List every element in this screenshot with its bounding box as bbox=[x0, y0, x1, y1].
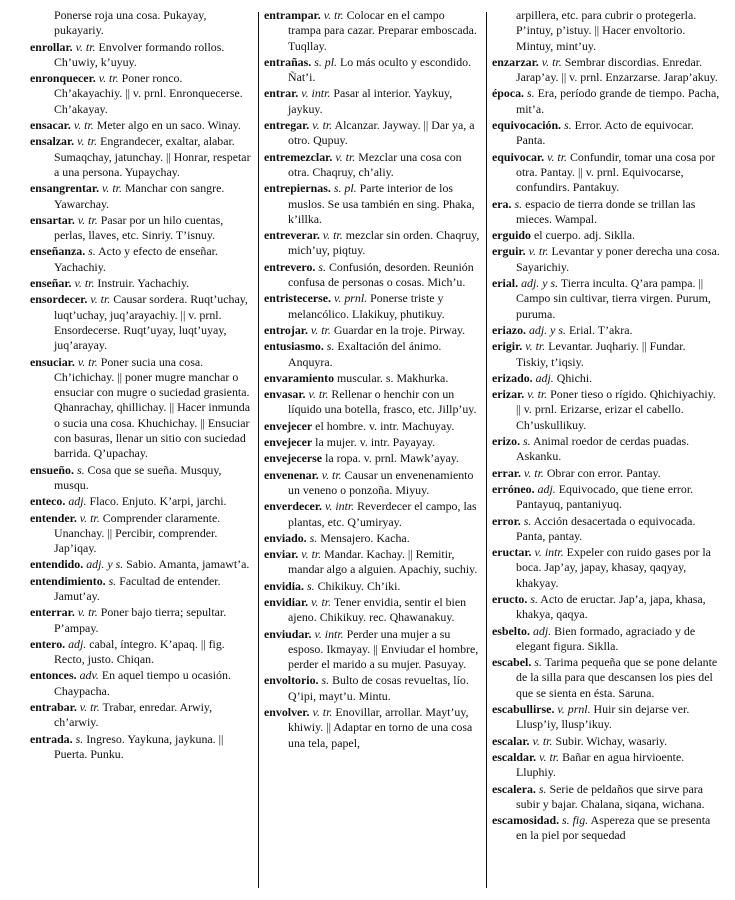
entry-grammar-label: v. tr. bbox=[539, 749, 560, 764]
entry-grammar-label: v. tr. bbox=[312, 118, 333, 133]
entry-headword: envejecerse bbox=[264, 451, 323, 466]
entry-definition: Levantar y poner derecha una cosa. Sayarichiy. bbox=[516, 244, 720, 274]
entry-grammar-label: s. bbox=[326, 339, 335, 354]
entry-definition: Equivocado, que tiene error. Pantayuq, pantaniyuq. bbox=[516, 481, 694, 512]
entry-headword: entrabar. bbox=[30, 700, 77, 715]
entry-grammar-label: s. fig. bbox=[562, 813, 589, 828]
entry-grammar-label: v. tr. bbox=[79, 510, 100, 525]
entry-headword: ensalzar. bbox=[30, 134, 75, 149]
dictionary-entry bbox=[264, 86, 480, 117]
dictionary-entry bbox=[30, 574, 252, 605]
entry-definition: espacio de tierra donde se trillan las mieces. Wampal. bbox=[516, 196, 696, 226]
entry-definition: el hombre. v. intr. Machuyay. bbox=[315, 418, 455, 433]
dictionary-entry bbox=[264, 673, 480, 704]
entry-grammar-label: v. tr. bbox=[98, 71, 119, 86]
entry-definition: Enovillar, arrollar. Mayt’uy, khiwiy. || Adaptar en torno de una cosa una tela, papel, bbox=[288, 705, 473, 750]
entry-headword: entreverar. bbox=[264, 228, 320, 243]
dictionary-entry bbox=[30, 668, 252, 699]
dictionary-column-1 bbox=[30, 8, 252, 763]
entry-headword: enrollar. bbox=[30, 39, 73, 54]
dictionary-entry bbox=[264, 451, 480, 466]
entry-definition: Facultad de entender. Jamut’ay. bbox=[54, 573, 221, 603]
entry-grammar-label: v. tr. bbox=[77, 354, 98, 369]
entry-definition: cabal, íntegro. K’apaq. || fig. Recto, justo. Chiqan. bbox=[54, 636, 225, 667]
entry-headword: enverdecer. bbox=[264, 499, 322, 514]
entry-definition: Envolver formando rollos. Ch’uwiy, k’uyuy. bbox=[54, 39, 225, 69]
entry-headword: envidia. bbox=[264, 578, 304, 593]
dictionary-entry bbox=[30, 494, 252, 509]
dictionary-entry bbox=[492, 197, 720, 228]
entry-headword: erizo. bbox=[492, 434, 521, 449]
dictionary-entry bbox=[492, 244, 720, 275]
entry-headword: envidiar. bbox=[264, 594, 309, 609]
dictionary-entry bbox=[30, 292, 252, 353]
entry-continuation bbox=[30, 8, 252, 39]
entry-grammar-label: adj. bbox=[68, 494, 87, 509]
dictionary-entry bbox=[492, 323, 720, 338]
entry-headword: envoltorio. bbox=[264, 673, 319, 688]
dictionary-entry bbox=[264, 291, 480, 322]
entry-definition: Pasar al interior. Yaykuy, jaykuy. bbox=[288, 86, 453, 116]
entry-grammar-label: v. tr. bbox=[323, 8, 344, 22]
dictionary-entry bbox=[264, 579, 480, 594]
entry-grammar-label: adj. bbox=[537, 481, 556, 496]
dictionary-entry bbox=[492, 55, 720, 86]
dictionary-entry bbox=[492, 702, 720, 733]
column-divider bbox=[486, 12, 487, 888]
dictionary-entry bbox=[264, 260, 480, 291]
dictionary-entry bbox=[492, 387, 720, 433]
entry-definition: Chikikuy. Ch’iki. bbox=[317, 578, 401, 593]
entry-grammar-label: adj. bbox=[535, 370, 554, 385]
dictionary-entry bbox=[264, 468, 480, 499]
entry-definition: Qhichi. bbox=[556, 370, 593, 385]
dictionary-entry bbox=[492, 545, 720, 591]
entry-definition: Causar un envenenamiento un veneno o ponzoña. Miyuy. bbox=[288, 467, 474, 497]
entry-definition: Confundir, tomar una cosa por otra. Pantay. || v. prnl. Equivocarse, confundirs. Pantakuy. bbox=[516, 149, 716, 195]
entry-headword: envaramiento bbox=[264, 370, 335, 385]
entry-grammar-label: s. bbox=[534, 655, 542, 670]
entry-definition: Poner ronco. Ch’akayachiy. || v. prnl. Enronquecerse. Ch’akayay. bbox=[54, 71, 243, 116]
entry-headword: escabullirse. bbox=[492, 702, 555, 717]
entry-definition: mezclar sin orden. Chaqruy, mich’uy, piqtuy. bbox=[288, 228, 480, 258]
column-divider bbox=[258, 12, 259, 888]
entry-headword: envenenar. bbox=[264, 467, 319, 482]
entry-grammar-label: v. intr. bbox=[534, 545, 564, 560]
entry-headword: erizar. bbox=[492, 387, 525, 402]
entry-grammar-label: s. bbox=[318, 259, 326, 274]
entry-grammar-label: v. intr. bbox=[301, 86, 331, 101]
entry-headword: envejecer bbox=[264, 418, 313, 433]
dictionary-entry bbox=[492, 655, 720, 701]
entry-headword: escabel. bbox=[492, 655, 532, 670]
entry-grammar-label: v. tr. bbox=[75, 39, 96, 54]
entry-headword: enviado. bbox=[264, 530, 307, 545]
dictionary-entry bbox=[30, 511, 252, 557]
dictionary-entry bbox=[264, 228, 480, 259]
entry-headword: eructo. bbox=[492, 591, 528, 606]
entry-headword: entero. bbox=[30, 636, 66, 651]
dictionary-entry bbox=[264, 181, 480, 227]
dictionary-entry bbox=[492, 434, 720, 465]
entry-grammar-label: adv. bbox=[79, 668, 99, 683]
entry-headword: enzarzar. bbox=[492, 54, 539, 69]
entry-headword: entonces. bbox=[30, 668, 77, 683]
entry-grammar-label: v. tr. bbox=[79, 700, 100, 715]
entry-headword: entrada. bbox=[30, 731, 73, 746]
entry-definition: Ponerse roja una cosa. Pukayay, pukayariy. bbox=[54, 8, 207, 38]
entry-grammar-label: v. intr. bbox=[324, 499, 355, 514]
entry-definition: Animal roedor de cerdas puadas. Askanku. bbox=[516, 434, 690, 464]
entry-definition: Engrandecer, exaltar, alabar. Sumaqchay, jatunchay. || Honrar, respetar a una persona. Yupaychay. bbox=[54, 134, 251, 179]
entry-definition: Instruir. Yachachiy. bbox=[97, 276, 190, 291]
entry-definition: Perder una mujer a su esposo. Ikmayay. || Enviudar el hombre, perder el marido a su mujer. Pasuyay. bbox=[288, 626, 479, 672]
dictionary-entry bbox=[492, 118, 720, 149]
dictionary-entry bbox=[492, 624, 720, 655]
entry-definition: Bulto de cosas revueltas, lío. Q’ipi, mayt’u. Mintu. bbox=[288, 673, 469, 703]
entry-grammar-label: v. prnl. bbox=[557, 702, 591, 717]
entry-headword: envasar. bbox=[264, 387, 306, 402]
entry-grammar-label: v. tr. bbox=[77, 134, 98, 149]
entry-headword: entremezclar. bbox=[264, 149, 333, 164]
dictionary-entry bbox=[264, 387, 480, 418]
dictionary-entry bbox=[492, 371, 720, 386]
entry-definition: Mensajero. Kacha. bbox=[320, 530, 410, 545]
entry-grammar-label: s. pl. bbox=[333, 181, 357, 196]
entry-headword: escamosidad. bbox=[492, 813, 560, 828]
entry-definition: Acto y efecto de enseñar. Yachachiy. bbox=[54, 244, 218, 274]
dictionary-column-3 bbox=[492, 8, 720, 845]
entry-grammar-label: v. tr. bbox=[310, 322, 331, 337]
dictionary-entry bbox=[264, 371, 480, 386]
entry-definition: la mujer. v. intr. Payayay. bbox=[315, 435, 436, 450]
entry-headword: envolver. bbox=[264, 705, 310, 720]
entry-definition: Mandar. Kachay. || Remitir, mandar algo a alguien. Apachiy, suchiy. bbox=[288, 547, 478, 577]
entry-grammar-label: v. tr. bbox=[312, 705, 333, 720]
entry-definition: Tarima pequeña que se pone delante de la silla para que descansen los pies del que se sienta en ésta. Saruna. bbox=[516, 655, 718, 700]
entry-headword: entender. bbox=[30, 510, 77, 525]
entry-headword: entregar. bbox=[264, 118, 310, 133]
entry-grammar-label: s. bbox=[108, 573, 117, 588]
entry-headword: eructar. bbox=[492, 545, 532, 560]
entry-definition: Poner bajo tierra; sepultar. P’ampay. bbox=[54, 605, 227, 635]
entry-grammar-label: s. bbox=[514, 196, 523, 211]
entry-headword: entrañas. bbox=[264, 54, 312, 69]
dictionary-entry bbox=[264, 323, 480, 338]
entry-grammar-label: adj. y s. bbox=[86, 557, 124, 572]
entry-grammar-label: v. tr. bbox=[335, 149, 356, 164]
dictionary-entry bbox=[264, 8, 480, 54]
entry-definition: Bien formado, agraciado y de elegant figura. Siklla. bbox=[516, 623, 696, 653]
entry-grammar-label: s. bbox=[538, 781, 547, 796]
dictionary-entry bbox=[30, 71, 252, 117]
dictionary-entry bbox=[264, 499, 480, 530]
entry-headword: enteco. bbox=[30, 494, 66, 509]
dictionary-entry bbox=[30, 40, 252, 71]
entry-headword: esbelto. bbox=[492, 623, 530, 638]
dictionary-entry bbox=[492, 813, 720, 844]
dictionary-entry bbox=[264, 55, 480, 86]
dictionary-entry bbox=[492, 150, 720, 196]
entry-headword: ensueño. bbox=[30, 462, 74, 477]
entry-definition: Alcanzar. Jayway. || Dar ya, a otro. Qupuy. bbox=[288, 118, 475, 148]
entry-headword: enterrar. bbox=[30, 605, 75, 620]
entry-definition: Exaltación del ánimo. Anquyra. bbox=[288, 339, 442, 369]
entry-grammar-label: adj. bbox=[68, 636, 87, 651]
entry-definition: Parte interior de los muslos. Se usa también en sing. Phaka, k’illka. bbox=[288, 181, 475, 226]
entry-headword: enseñanza. bbox=[30, 244, 86, 259]
dictionary-entry bbox=[264, 595, 480, 626]
entry-grammar-label: v. tr. bbox=[90, 292, 111, 307]
entry-headword: enviar. bbox=[264, 547, 299, 562]
dictionary-entry bbox=[492, 339, 720, 370]
entry-definition: Erial. T’akra. bbox=[568, 322, 633, 337]
entry-headword: entendimiento. bbox=[30, 573, 106, 588]
entry-grammar-label: v. tr. bbox=[322, 228, 343, 243]
dictionary-entry bbox=[264, 547, 480, 578]
entry-grammar-label: v. prnl. bbox=[334, 291, 368, 306]
entry-definition: Rellenar o henchir con un líquido una botella, frasco, etc. Jillp’uy. bbox=[288, 387, 477, 417]
entry-headword: era. bbox=[492, 196, 512, 211]
dictionary-entry bbox=[264, 339, 480, 370]
entry-definition: Obrar con error. Pantay. bbox=[546, 465, 661, 480]
dictionary-entry bbox=[264, 118, 480, 149]
entry-grammar-label: v. tr. bbox=[527, 387, 548, 402]
entry-definition: Trabar, enredar. Arwiy, ch’arwiy. bbox=[54, 700, 213, 730]
entry-definition: Serie de peldaños que sirve para subir y bajar. Chalana, siqana, wichana. bbox=[516, 781, 705, 811]
dictionary-entry bbox=[492, 228, 720, 243]
entry-definition: Levantar. Juqhariy. || Fundar. Tiskiy, t’iqsiy. bbox=[516, 339, 686, 369]
entry-headword: errar. bbox=[492, 465, 521, 480]
entry-headword: entrepiernas. bbox=[264, 181, 331, 196]
entry-definition: Colocar en el campo trampa para cazar. Preparar emboscada. Tuqllay. bbox=[288, 8, 477, 53]
entry-headword: equivocación. bbox=[492, 118, 562, 133]
dictionary-entry bbox=[492, 466, 720, 481]
entry-definition: Comprender claramente. Unanchay. || Percibir, comprender. Jap’iqay. bbox=[54, 510, 221, 556]
entry-grammar-label: v. tr. bbox=[311, 594, 332, 609]
entry-definition: Bañar en agua hirvioente. Lluphiy. bbox=[516, 749, 685, 780]
entry-definition: Pasar por un hilo cuentas, perlas, llaves, etc. Sinriy. T’isnuy. bbox=[54, 212, 224, 243]
entry-definition: Sembrar discordias. Enredar. Jarap’ay. || v. prnl. Enzarzarse. Jarap’akuy. bbox=[516, 54, 718, 85]
entry-definition: Tierra inculta. Q’ara pampa. || Campo sin cultivar, tierra virgen. Purum, puruma. bbox=[516, 276, 711, 321]
entry-definition: la ropa. v. prnl. Mawk’ayay. bbox=[325, 451, 459, 466]
entry-headword: ensacar. bbox=[30, 118, 71, 133]
dictionary-entry bbox=[30, 134, 252, 180]
dictionary-entry bbox=[492, 482, 720, 513]
dictionary-entry bbox=[30, 605, 252, 636]
entry-headword: escaldar. bbox=[492, 749, 537, 764]
dictionary-entry bbox=[30, 276, 252, 291]
entry-grammar-label: v. tr. bbox=[308, 387, 329, 402]
dictionary-entry bbox=[30, 213, 252, 244]
entry-definition: arpillera, etc. para cubrir o protegerla. P’intuy, p’istuy. || Hacer envoltorio. Mintuy, mint’uy. bbox=[516, 8, 697, 53]
entry-definition: Acción desacertada o equivocada. Panta, pantay. bbox=[516, 513, 696, 543]
entry-headword: escalar. bbox=[492, 733, 530, 748]
dictionary-entry bbox=[492, 750, 720, 781]
entry-headword: ensuciar. bbox=[30, 354, 75, 369]
entry-headword: erigir. bbox=[492, 339, 523, 354]
dictionary-entry bbox=[264, 150, 480, 181]
dictionary-entry bbox=[264, 419, 480, 434]
entry-definition: Mezclar una cosa con otra. Chaqruy, ch’aliy. bbox=[288, 149, 462, 179]
dictionary-entry bbox=[264, 531, 480, 546]
dictionary-entry bbox=[492, 86, 720, 117]
entry-definition: Aspereza que se presenta en la piel por sequedad bbox=[516, 813, 711, 843]
entry-headword: entristecerse. bbox=[264, 291, 332, 306]
entry-grammar-label: s. bbox=[309, 530, 318, 545]
entry-headword: erial. bbox=[492, 276, 519, 291]
dictionary-entry bbox=[30, 355, 252, 462]
dictionary-entry bbox=[30, 732, 252, 763]
entry-definition: Poner tieso o rígido. Qhichiyachiy. || v. prnl. Erizarse, erizar el cabello. Ch’uskullikuy. bbox=[516, 387, 716, 432]
dictionary-entry bbox=[492, 276, 720, 322]
entry-grammar-label: s. bbox=[75, 731, 84, 746]
entry-headword: enseñar. bbox=[30, 276, 72, 291]
entry-definition: Flaco. Enjuto. K’arpi, jarchi. bbox=[89, 494, 227, 509]
entry-headword: entrojar. bbox=[264, 322, 308, 337]
entry-headword: erróneo. bbox=[492, 481, 535, 496]
entry-grammar-label: s. bbox=[564, 118, 572, 133]
dictionary-entry bbox=[30, 557, 252, 572]
entry-headword: ensartar. bbox=[30, 212, 75, 227]
entry-grammar-label: v. tr. bbox=[102, 181, 122, 196]
entry-definition: Sabio. Amanta, jamawt’a. bbox=[126, 557, 250, 572]
entry-definition: Era, período grande de tiempo. Pacha, mit’a. bbox=[516, 86, 720, 116]
entry-grammar-label: v. tr. bbox=[77, 605, 98, 620]
entry-definition: Ingreso. Yaykuna, jaykuna. || Puerta. Punku. bbox=[54, 731, 224, 761]
entry-grammar-label: v. tr. bbox=[532, 733, 553, 748]
entry-grammar-label: s. bbox=[88, 244, 96, 259]
entry-continuation bbox=[492, 8, 720, 54]
entry-definition: Causar sordera. Ruqt’uchay, luqt’uchay, juq’arayachiy. || v. prnl. Ensordecerse. Ruqt’uyay, luqt’uyay, juq’arayay. bbox=[54, 292, 248, 353]
entry-definition: Poner sucia una cosa. Ch’ichichay. || poner mugre manchar o ensuciar con mugre o suciedad grasienta. Qhanrachay, qhillichay. || Hacer inmunda o sucia una cosa. Khuchichay. || Ensuciar con basuras, llenar un sitio con suciedad barrida. Q’upachay. bbox=[54, 354, 251, 461]
entry-grammar-label: v. tr. bbox=[525, 339, 546, 354]
entry-grammar-label: s. pl. bbox=[314, 54, 338, 69]
dictionary-column-2 bbox=[264, 8, 480, 752]
entry-headword: equivocar. bbox=[492, 149, 545, 164]
entry-definition: Ponerse triste y melancólico. Llakikuy, phutikuy. bbox=[288, 291, 445, 321]
entry-grammar-label: s. bbox=[76, 462, 85, 477]
entry-grammar-label: s. bbox=[523, 434, 531, 449]
entry-grammar-label: s. bbox=[306, 578, 315, 593]
entry-headword: entrevero. bbox=[264, 259, 316, 274]
entry-grammar-label: s. bbox=[321, 673, 330, 688]
entry-definition: Lo más oculto y escondido. Ñat’i. bbox=[288, 54, 472, 85]
entry-grammar-label: s. bbox=[530, 591, 538, 606]
entry-definition: En aquel tiempo u ocasión. Chaypacha. bbox=[54, 668, 231, 698]
dictionary-entry bbox=[30, 118, 252, 133]
entry-grammar-label: v. tr. bbox=[73, 118, 94, 133]
entry-headword: enronquecer. bbox=[30, 71, 96, 86]
dictionary-entry bbox=[30, 637, 252, 668]
entry-grammar-label: adj. bbox=[532, 623, 552, 638]
entry-grammar-label: v. tr. bbox=[528, 244, 549, 259]
entry-grammar-label: v. tr. bbox=[547, 149, 568, 164]
dictionary-entry bbox=[492, 592, 720, 623]
entry-headword: entrampar. bbox=[264, 8, 321, 22]
dictionary-entry bbox=[492, 782, 720, 813]
entry-headword: época. bbox=[492, 86, 525, 101]
entry-grammar-label: v. intr. bbox=[314, 626, 344, 641]
entry-definition: Acto de eructar. Jap’a, japa, khasa, khakya, qaqya. bbox=[516, 591, 706, 622]
entry-grammar-label: v. tr. bbox=[74, 276, 95, 291]
entry-headword: ensordecer. bbox=[30, 292, 88, 307]
entry-grammar-label: s. bbox=[523, 513, 532, 528]
dictionary-entry bbox=[30, 181, 252, 212]
dictionary-entry bbox=[264, 705, 480, 751]
entry-headword: erguir. bbox=[492, 244, 526, 259]
entry-headword: error. bbox=[492, 513, 521, 528]
entry-headword: envejecer bbox=[264, 435, 313, 450]
entry-headword: eriazo. bbox=[492, 322, 526, 337]
dictionary-entry bbox=[30, 700, 252, 731]
entry-definition: Error. Acto de equivocar. Panta. bbox=[516, 118, 694, 148]
entry-grammar-label: v. tr. bbox=[523, 465, 544, 480]
dictionary-entry bbox=[492, 514, 720, 545]
entry-headword: entrar. bbox=[264, 86, 299, 101]
dictionary-entry bbox=[264, 627, 480, 673]
entry-definition: Guardar en la troje. Pirway. bbox=[333, 322, 466, 337]
entry-definition: Confusión, desorden. Reunión confusa de personas o cosas. Mich’u. bbox=[288, 259, 474, 290]
entry-grammar-label: v. tr. bbox=[541, 54, 562, 69]
entry-grammar-label: v. tr. bbox=[77, 212, 98, 227]
dictionary-entry bbox=[264, 435, 480, 450]
entry-definition: Huir sin dejarse ver. Llusp’iy, llusp’ikuy. bbox=[516, 702, 690, 732]
entry-grammar-label: adj. y s. bbox=[528, 322, 566, 337]
entry-definition: Reverdecer el campo, las plantas, etc. Q’umiryay. bbox=[288, 499, 477, 529]
entry-definition: Manchar con sangre. Yawarchay. bbox=[54, 181, 225, 211]
entry-grammar-label: adj. y s. bbox=[521, 276, 559, 291]
entry-definition: Meter algo en un saco. Winay. bbox=[96, 118, 241, 133]
entry-definition: muscular. s. Makhurka. bbox=[337, 370, 449, 385]
dictionary-entry bbox=[492, 734, 720, 749]
entry-definition: el cuerpo. adj. Siklla. bbox=[533, 228, 636, 243]
entry-definition: Cosa que se sueña. Musquy, musqu. bbox=[54, 462, 222, 492]
entry-headword: entendido. bbox=[30, 557, 84, 572]
entry-headword: escalera. bbox=[492, 781, 536, 796]
entry-headword: enviudar. bbox=[264, 626, 312, 641]
entry-grammar-label: v. tr. bbox=[321, 467, 342, 482]
entry-definition: Expeler con ruido gases por la boca. Jap’ay, japay, khasay, qaqyay, khakyay. bbox=[516, 545, 711, 590]
entry-headword: erizado. bbox=[492, 370, 533, 385]
entry-grammar-label: s. bbox=[527, 86, 535, 101]
dictionary-entry bbox=[30, 244, 252, 275]
entry-grammar-label: v. tr. bbox=[301, 547, 322, 562]
dictionary-entry bbox=[30, 463, 252, 494]
entry-headword: ensangrentar. bbox=[30, 181, 100, 196]
entry-headword: erguido bbox=[492, 228, 531, 243]
entry-headword: entusiasmo. bbox=[264, 339, 324, 354]
entry-definition: Tener envidia, sentir el bien ajeno. Chikikuy. rec. Qhawanakuy. bbox=[288, 594, 467, 625]
entry-definition: Subir. Wichay, wasariy. bbox=[555, 733, 668, 748]
